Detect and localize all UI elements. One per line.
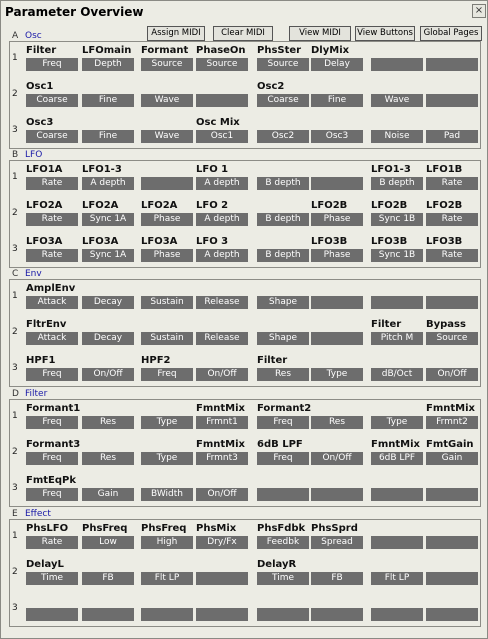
parameter-button[interactable]: Pad	[426, 130, 478, 143]
parameter-group-label: LFO1B	[426, 164, 463, 175]
parameter-group-label: PhsFreq	[141, 523, 187, 534]
row-number: 3	[12, 483, 18, 493]
row-number: 1	[12, 53, 18, 63]
parameter-group-label: FmntMix	[426, 403, 475, 414]
parameter-group-label: DlyMix	[311, 45, 350, 56]
parameter-button[interactable]	[26, 608, 78, 621]
row-number: 1	[12, 172, 18, 182]
parameter-button[interactable]: Source	[257, 58, 309, 71]
parameter-button[interactable]: Release	[196, 296, 248, 309]
parameter-button[interactable]: Fine	[311, 94, 363, 107]
parameter-button[interactable]: Frmnt1	[196, 416, 248, 429]
parameter-group-label: LFO1-3	[82, 164, 122, 175]
parameter-button[interactable]: Fine	[82, 94, 134, 107]
parameter-button[interactable]: Frmnt3	[196, 452, 248, 465]
parameter-button[interactable]	[426, 488, 478, 501]
parameter-button[interactable]	[196, 572, 248, 585]
parameter-button[interactable]: B depth	[257, 213, 309, 226]
section-title: Effect	[25, 509, 51, 519]
parameter-group-label: LFO2A	[82, 200, 119, 211]
parameter-button[interactable]: dB/Oct	[371, 368, 423, 381]
parameter-button[interactable]: Wave	[371, 94, 423, 107]
parameter-button[interactable]: Pitch M	[371, 332, 423, 345]
parameter-button[interactable]: Time	[257, 572, 309, 585]
parameter-button[interactable]: Res	[257, 368, 309, 381]
parameter-button[interactable]: Freq	[26, 416, 78, 429]
parameter-button[interactable]: High	[141, 536, 193, 549]
parameter-button[interactable]: Feedbk	[257, 536, 309, 549]
parameter-button[interactable]	[311, 608, 363, 621]
parameter-button[interactable]	[371, 608, 423, 621]
parameter-button[interactable]	[426, 296, 478, 309]
parameter-button[interactable]: FB	[311, 572, 363, 585]
parameter-group-label: DelayL	[26, 559, 64, 570]
parameter-group-label: LFO2B	[311, 200, 348, 211]
parameter-button[interactable]: Shape	[257, 296, 309, 309]
parameter-button[interactable]: Freq	[26, 368, 78, 381]
section-letter: C	[12, 269, 19, 279]
parameter-button[interactable]: Spread	[311, 536, 363, 549]
parameter-group-label: LFO3B	[371, 236, 408, 247]
parameter-button[interactable]: Sync 1A	[82, 249, 134, 262]
parameter-group-label: AmplEnv	[26, 283, 76, 294]
parameter-button[interactable]	[426, 94, 478, 107]
parameter-group-label: LFO2A	[26, 200, 63, 211]
section-title: Env	[25, 269, 42, 279]
parameter-button[interactable]: Phase	[141, 213, 193, 226]
parameter-button[interactable]: FB	[82, 572, 134, 585]
parameter-button[interactable]: Source	[196, 58, 248, 71]
parameter-button[interactable]: 6dB LPF	[371, 452, 423, 465]
parameter-button[interactable]: Rate	[426, 213, 478, 226]
parameter-button[interactable]	[257, 608, 309, 621]
parameter-group-label: Formant	[141, 45, 189, 56]
parameter-group-label: HPF2	[141, 355, 171, 366]
parameter-button[interactable]: Freq	[26, 452, 78, 465]
row-number: 1	[12, 291, 18, 301]
parameter-group-label: Formant1	[26, 403, 81, 414]
parameter-button[interactable]: Res	[311, 416, 363, 429]
parameter-button[interactable]: Release	[196, 332, 248, 345]
row-number: 3	[12, 244, 18, 254]
parameter-button[interactable]: A depth	[196, 249, 248, 262]
parameter-button[interactable]	[311, 177, 363, 190]
parameter-button[interactable]: Low	[82, 536, 134, 549]
parameter-button[interactable]: Wave	[141, 94, 193, 107]
parameter-button[interactable]: Rate	[26, 213, 78, 226]
parameter-button[interactable]: Phase	[311, 213, 363, 226]
parameter-button[interactable]	[196, 608, 248, 621]
global-pages-button[interactable]: Global Pages	[420, 26, 482, 41]
parameter-button[interactable]: Gain	[426, 452, 478, 465]
parameter-button[interactable]: On/Off	[196, 368, 248, 381]
parameter-button[interactable]: Type	[141, 452, 193, 465]
parameter-group-label: PhsMix	[196, 523, 237, 534]
view-buttons-button[interactable]: View Buttons	[355, 26, 415, 41]
parameter-button[interactable]: Res	[82, 452, 134, 465]
parameter-group-label: Filter	[257, 355, 288, 366]
parameter-group-label: Formant3	[26, 439, 81, 450]
parameter-button[interactable]	[82, 608, 134, 621]
parameter-group-label: LFO 1	[196, 164, 229, 175]
parameter-group-label: PhsFdbk	[257, 523, 306, 534]
parameter-button[interactable]: Sync 1B	[371, 249, 423, 262]
parameter-group-label: LFO3A	[141, 236, 178, 247]
parameter-group-label: Bypass	[426, 319, 466, 330]
section-title: LFO	[25, 150, 43, 160]
parameter-group-label: PhsFreq	[82, 523, 128, 534]
parameter-group-label: Osc Mix	[196, 117, 240, 128]
parameter-button[interactable]: A depth	[196, 177, 248, 190]
parameter-button[interactable]: Sync 1A	[82, 213, 134, 226]
parameter-button[interactable]: Coarse	[26, 130, 78, 143]
parameter-button[interactable]: Source	[141, 58, 193, 71]
parameter-group-label: LFO3B	[426, 236, 463, 247]
section-letter: A	[12, 31, 19, 41]
parameter-group-label: LFO 3	[196, 236, 229, 247]
parameter-button[interactable]: Attack	[26, 296, 78, 309]
parameter-button[interactable]	[141, 608, 193, 621]
parameter-button[interactable]: Osc2	[257, 130, 309, 143]
parameter-group-label: LFO1-3	[371, 164, 411, 175]
parameter-button[interactable]: On/Off	[426, 368, 478, 381]
parameter-group-label: LFO 2	[196, 200, 229, 211]
parameter-button[interactable]	[426, 572, 478, 585]
window-title: Parameter Overview	[5, 5, 144, 19]
parameter-button[interactable]: Phase	[141, 249, 193, 262]
row-number: 3	[12, 125, 18, 135]
parameter-group-label: 6dB LPF	[257, 439, 303, 450]
parameter-button[interactable]: Freq	[26, 58, 78, 71]
parameter-button[interactable]: Attack	[26, 332, 78, 345]
parameter-button[interactable]: Res	[82, 416, 134, 429]
parameter-group-label: Osc1	[26, 81, 54, 92]
parameter-button[interactable]	[371, 536, 423, 549]
parameter-button[interactable]: Rate	[426, 177, 478, 190]
parameter-button[interactable]: BWidth	[141, 488, 193, 501]
parameter-group-label: FltrEnv	[26, 319, 67, 330]
parameter-group-label: LFO3A	[26, 236, 63, 247]
parameter-button[interactable]: Depth	[82, 58, 134, 71]
view-midi-button[interactable]: View MIDI	[289, 26, 351, 41]
parameter-button[interactable]: Flt LP	[371, 572, 423, 585]
parameter-group-label: PhsSprd	[311, 523, 358, 534]
parameter-button[interactable]: Phase	[311, 249, 363, 262]
parameter-button[interactable]: Rate	[426, 249, 478, 262]
parameter-button[interactable]: A depth	[82, 177, 134, 190]
parameter-group-label: HPF1	[26, 355, 56, 366]
parameter-button[interactable]: A depth	[196, 213, 248, 226]
parameter-group-label: LFO2A	[141, 200, 178, 211]
section-title: Filter	[25, 389, 48, 399]
section-title: Osc	[25, 31, 42, 41]
parameter-button[interactable]: Time	[26, 572, 78, 585]
clear-midi-button[interactable]: Clear MIDI	[213, 26, 273, 41]
parameter-group-label: LFOmain	[82, 45, 132, 56]
parameter-button[interactable]: Sustain	[141, 296, 193, 309]
parameter-group-label: LFO2B	[426, 200, 463, 211]
parameter-button[interactable]: Dry/Fx	[196, 536, 248, 549]
section-letter: E	[12, 509, 18, 519]
parameter-group-label: LFO3B	[311, 236, 348, 247]
parameter-button[interactable]: Sync 1B	[371, 213, 423, 226]
parameter-button[interactable]: B depth	[257, 249, 309, 262]
parameter-button[interactable]: Source	[426, 332, 478, 345]
parameter-button[interactable]: Delay	[311, 58, 363, 71]
parameter-group-label: Filter	[371, 319, 402, 330]
parameter-group-label: PhsSter	[257, 45, 302, 56]
parameter-group-label: LFO3A	[82, 236, 119, 247]
parameter-group-label: FmntMix	[196, 439, 245, 450]
row-number: 2	[12, 89, 18, 99]
parameter-button[interactable]: Frmnt2	[426, 416, 478, 429]
parameter-button[interactable]: Shape	[257, 332, 309, 345]
parameter-button[interactable]: Osc3	[311, 130, 363, 143]
section-letter: B	[12, 150, 19, 160]
parameter-button[interactable]: Wave	[141, 130, 193, 143]
parameter-button[interactable]: Freq	[257, 416, 309, 429]
row-number: 1	[12, 531, 18, 541]
parameter-button[interactable]: Type	[311, 368, 363, 381]
parameter-button[interactable]: Rate	[26, 177, 78, 190]
parameter-button[interactable]: Freq	[257, 452, 309, 465]
parameter-button[interactable]: On/Off	[196, 488, 248, 501]
parameter-button[interactable]: Osc1	[196, 130, 248, 143]
parameter-group-label: FmntMix	[196, 403, 245, 414]
parameter-button[interactable]	[426, 58, 478, 71]
parameter-button[interactable]	[371, 58, 423, 71]
parameter-button[interactable]: Coarse	[257, 94, 309, 107]
parameter-button[interactable]: Gain	[82, 488, 134, 501]
row-number: 2	[12, 447, 18, 457]
parameter-group-label: FmtEqPk	[26, 475, 76, 486]
parameter-group-label: PhaseOn	[196, 45, 246, 56]
parameter-button[interactable]	[196, 94, 248, 107]
parameter-group-label: FmntMix	[371, 439, 420, 450]
parameter-button[interactable]	[371, 488, 423, 501]
parameter-button[interactable]: Coarse	[26, 94, 78, 107]
parameter-button[interactable]	[257, 488, 309, 501]
parameter-button[interactable]: Freq	[26, 488, 78, 501]
parameter-group-label: DelayR	[257, 559, 297, 570]
parameter-group-label: Osc3	[26, 117, 54, 128]
row-number: 2	[12, 327, 18, 337]
parameter-group-label: Filter	[26, 45, 57, 56]
parameter-button[interactable]	[426, 608, 478, 621]
parameter-button[interactable]: Freq	[141, 368, 193, 381]
close-icon[interactable]: ×	[472, 4, 486, 18]
parameter-button[interactable]: Fine	[82, 130, 134, 143]
parameter-button[interactable]: On/Off	[311, 452, 363, 465]
parameter-group-label: LFO1A	[26, 164, 63, 175]
assign-midi-button[interactable]: Assign MIDI	[147, 26, 205, 41]
row-number: 2	[12, 208, 18, 218]
parameter-button[interactable]	[311, 332, 363, 345]
parameter-button[interactable]: Type	[141, 416, 193, 429]
row-number: 3	[12, 363, 18, 373]
parameter-group-label: Formant2	[257, 403, 312, 414]
parameter-button[interactable]	[426, 536, 478, 549]
parameter-button[interactable]: Rate	[26, 249, 78, 262]
parameter-button[interactable]: B depth	[257, 177, 309, 190]
parameter-group-label: Osc2	[257, 81, 285, 92]
row-number: 1	[12, 411, 18, 421]
parameter-button[interactable]: Noise	[371, 130, 423, 143]
parameter-group-label: LFO2B	[371, 200, 408, 211]
parameter-button[interactable]: On/Off	[82, 368, 134, 381]
parameter-button[interactable]: Type	[371, 416, 423, 429]
parameter-button[interactable]	[141, 177, 193, 190]
parameter-button[interactable]	[371, 296, 423, 309]
parameter-button[interactable]: Decay	[82, 296, 134, 309]
parameter-button[interactable]	[311, 296, 363, 309]
parameter-button[interactable]: Sustain	[141, 332, 193, 345]
parameter-button[interactable]: Flt LP	[141, 572, 193, 585]
parameter-button[interactable]: Decay	[82, 332, 134, 345]
parameter-button[interactable]	[311, 488, 363, 501]
parameter-group-label: FmtGain	[426, 439, 474, 450]
parameter-group-label: PhsLFO	[26, 523, 69, 534]
row-number: 3	[12, 603, 18, 613]
parameter-button[interactable]: Rate	[26, 536, 78, 549]
parameter-button[interactable]: B depth	[371, 177, 423, 190]
row-number: 2	[12, 567, 18, 577]
section-letter: D	[12, 389, 19, 399]
